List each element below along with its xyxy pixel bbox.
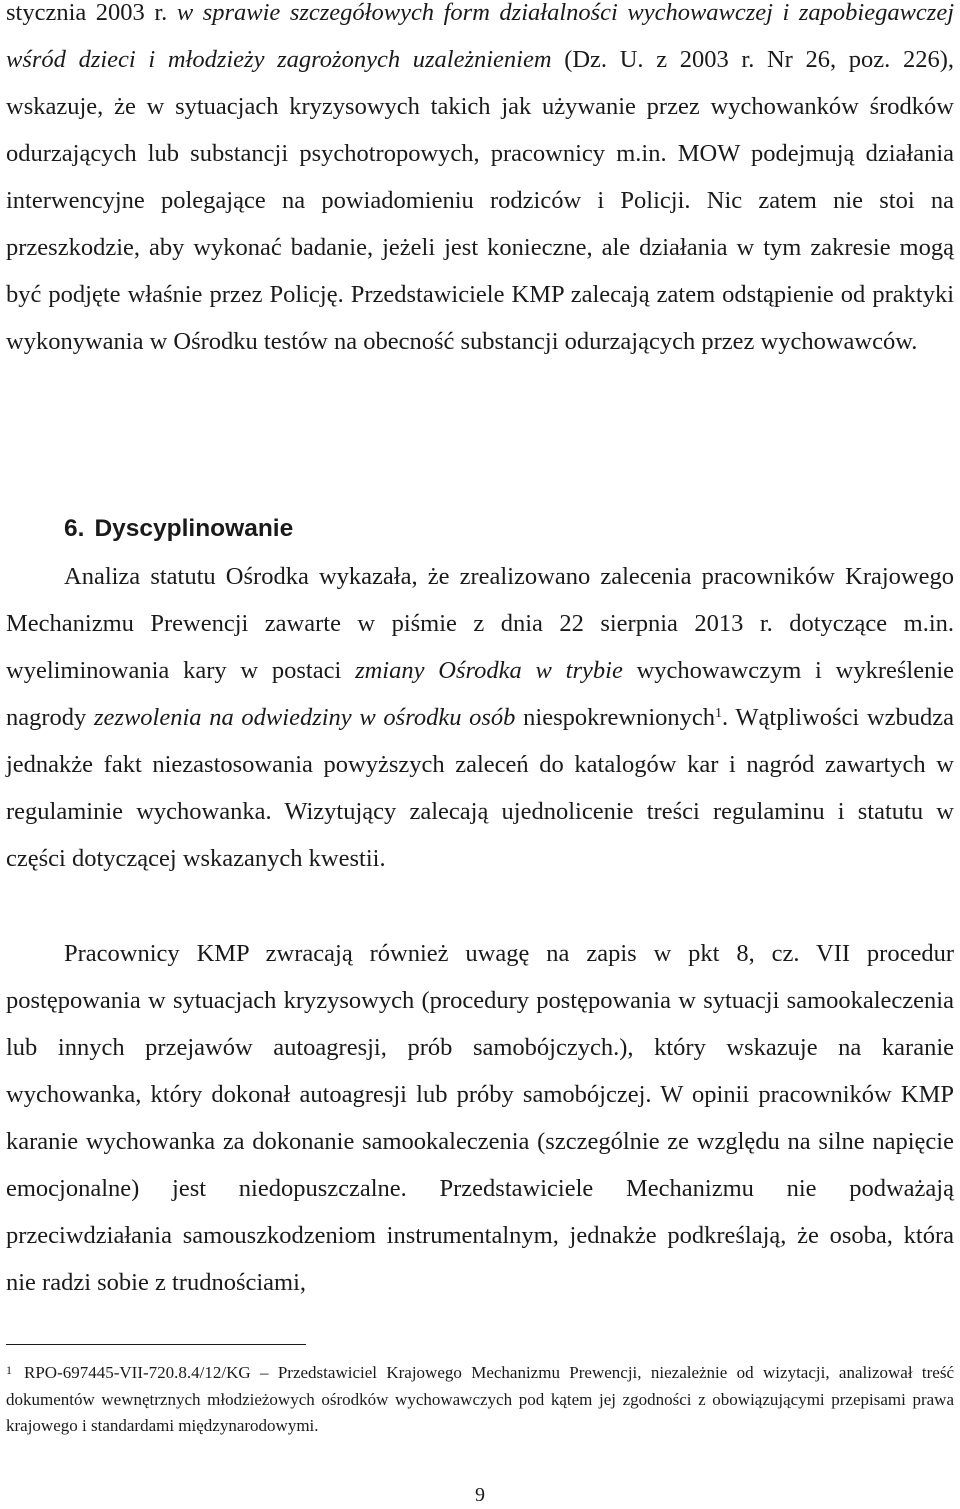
- footnote-text: RPO-697445-VII-720.8.4/12/KG – Przedstawiciel Krajowego Mechanizmu Prewencji, niezależnie od wizytacji, analizował treść dokumentów wewnętrznych młodzieżowych ośrodków wychowawczych pod kątem jej zgodności z obowiązującymi przepisami prawa krajowego i standardami międzynarodowymi.: [6, 1363, 954, 1435]
- paragraph-2-text-b: wychowawczym i wykreślenie nagrody: [6, 657, 955, 731]
- footnote: [6, 1360, 954, 1440]
- paragraph-2-text-d: . Wątpliwości wzbudza jednakże fakt niezastosowania powyższych zaleceń do katalogów kar i nagród zawartych w regulaminie wychowanka. Wizytujący zalecają ujednolicenie treści regulaminu i statutu w części dotyczącej wskazanych kwestii.: [6, 704, 954, 872]
- section-heading: [64, 505, 293, 552]
- footnote-reference[interactable]: 1: [715, 706, 723, 721]
- paragraph-2-italic-b: zezwolenia na odwiedziny w ośrodku osób: [94, 704, 516, 731]
- paragraph-1: [6, 0, 954, 365]
- footnote-separator: [6, 1344, 306, 1345]
- paragraph-2: [6, 553, 954, 882]
- paragraph-1-italic-title: w sprawie szczegółowych form działalności wychowawczej i zapobiegawczej wśród dzieci i młodzieży zagrożonych uzależnieniem: [6, 0, 955, 73]
- page-number: 9: [475, 1484, 485, 1506]
- paragraph-3: Pracownicy KMP zwracają również uwagę na zapis w pkt 8, cz. VII procedur postępowania w sytuacjach kryzysowych (procedury postępowania w sytuacji samookaleczenia lub innych przejawów autoagresji, prób samobójczych.), który wskazuje na karanie wychowanka, który dokonał autoagresji lub próby samobójczej. W opinii pracowników KMP karanie wychowanka za dokonanie samookaleczenia (szczególnie ze względu na silne napięcie emocjonalne) jest niedopuszczalne. Przedstawiciele Mechanizmu nie podważają przeciwdziałania samouszkodzeniom instrumentalnym, jednakże podkreślają, że osoba, która nie radzi sobie z trudnościami,: [6, 940, 954, 1296]
- footnote-mark: 1: [6, 1363, 12, 1377]
- paragraph-1-text-b: (Dz. U. z 2003 r. Nr 26, poz. 226), wskazuje, że w sytuacjach kryzysowych takich jak używanie przez wychowanków środków odurzających lub substancji psychotropowych, pracownicy m.in. MOW podejmują działania interwencyjne polegające na powiadomieniu rodziców i Policji. Nic zatem nie stoi na przeszkodzie, aby wykonać badanie, jeżeli jest konieczne, ale działania w tym zakresie mogą być podjęte właśnie przez Policję. Przedstawiciele KMP zalecają zatem odstąpienie od praktyki wykonywania w Ośrodku testów na obecność substancji odurzających przez wychowawców.: [6, 46, 954, 355]
- paragraph-2-italic-a: zmiany Ośrodka w trybie: [355, 657, 623, 684]
- paragraph-1-text-a: stycznia 2003 r.: [6, 0, 177, 26]
- paragraph-2-text-c: niespokrewnionych: [515, 704, 716, 731]
- section-title: Dyscyplinowanie: [94, 515, 294, 542]
- paragraph-2-text-a: Analiza statutu Ośrodka wykazała, że zrealizowano zalecenia pracowników Krajowego Mechanizmu Prewencji zawarte w piśmie z dnia 22 sierpnia 2013 r. dotyczące m.in. wyeliminowania kary w postaci: [6, 563, 954, 684]
- section-number: 6.: [64, 515, 85, 542]
